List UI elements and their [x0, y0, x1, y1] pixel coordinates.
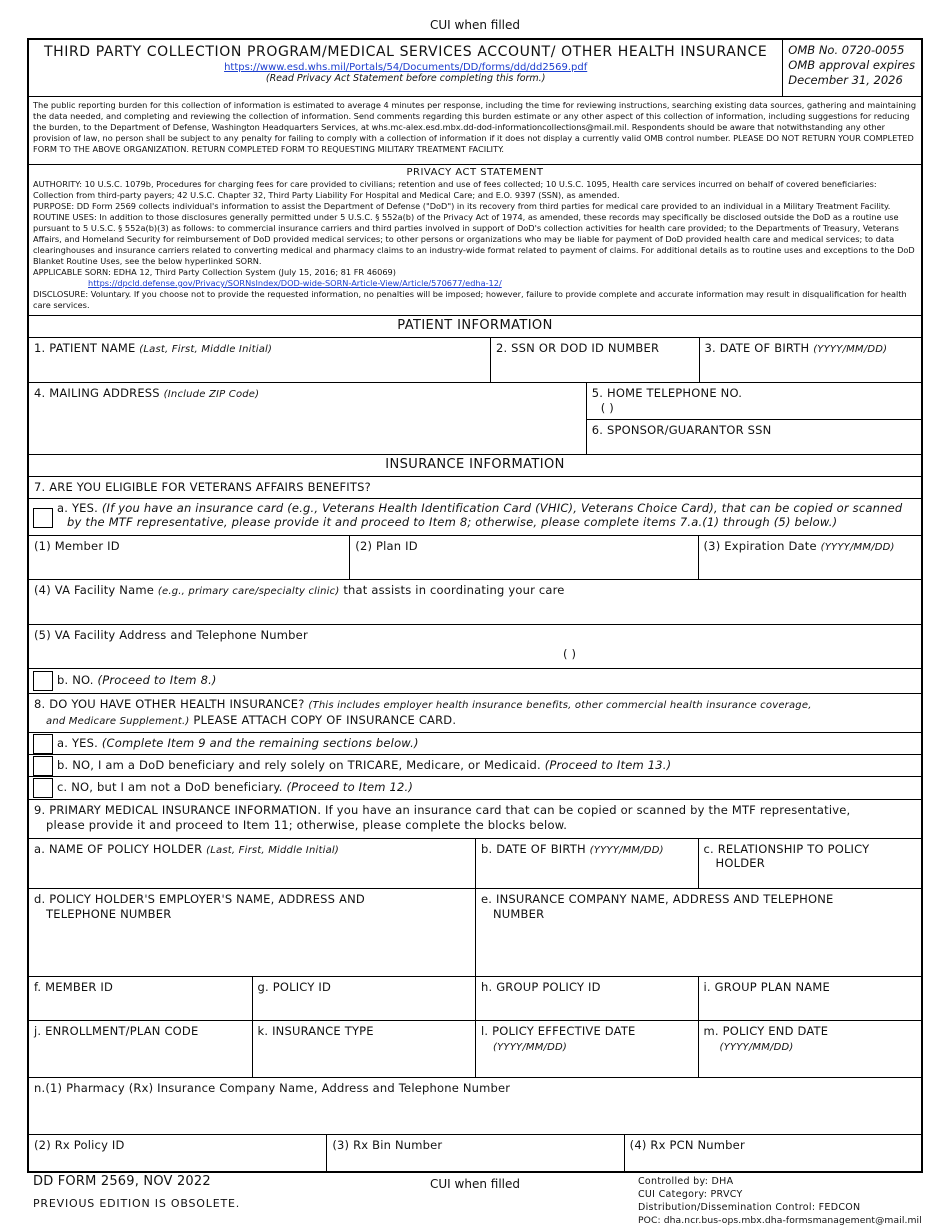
burden-statement: The public reporting burden for this collection of information is estimated to average 4 minutes per response, including the time for reviewing instructions, searching existing data sources, gathering and maintaining the data needed, and completing and reviewing the collection of information. Send comments regarding this burden estimate or any other aspect of this collection of information, including suggestions for reducing the burden, to the Department of Defense, Washington Headquarters Services, at whs.mc-alex.esd.mbx.dd-dod-informationcollections@mail.mil. Respondents should be aware that notwithstanding any other provision of law, no person shall be subject to any penalty for failing to comply with a collection of information if it does not display a currently valid OMB control number. PLEASE DO NOT RETURN YOUR COMPLETED FORM TO THE ABOVE ORGANIZATION. RETURN COMPLETED FORM TO REQUESTING MILITARY TREATMENT FACILITY.	[33, 100, 917, 154]
va-phone-parens: ( )	[563, 647, 577, 661]
q8a-prefix: a. YES.	[57, 736, 99, 750]
q8a-checkbox[interactable]	[33, 734, 53, 754]
policy-effective-date-label: l. POLICY EFFECTIVE DATE	[481, 1024, 636, 1038]
mailing-address-label: 4. MAILING ADDRESS	[34, 386, 160, 400]
privacy-authority: AUTHORITY: 10 U.S.C. 1079b, Procedures for charging fees for care provided to civilians; retention and use of fees collected; 10 U.S.C. 1095, Health care services incurred on behalf of covered beneficiaries: Collection from third-party payers; 42 U.S.C. Chapter 32, Third Party Liability For Hospital and Medical Care; and E.O. 9397 (SSN), as amended.	[33, 179, 877, 200]
policy-holder-dob-field[interactable]	[475, 839, 698, 888]
policy-id-field[interactable]	[252, 977, 476, 1020]
enrollment-row	[29, 1020, 921, 1077]
q7a-row	[29, 498, 921, 535]
home-phone-field[interactable]	[587, 383, 921, 419]
home-phone-parens: ( )	[600, 401, 614, 415]
mailing-address-hint: (Include ZIP Code)	[163, 389, 260, 400]
q7b-text	[53, 669, 217, 687]
employer-label-line2: TELEPHONE NUMBER	[46, 907, 172, 921]
q7a-prefix: a. YES.	[57, 501, 99, 515]
insurance-section-title: INSURANCE INFORMATION	[385, 457, 565, 472]
distribution-control: Distribution/Dissemination Control: FEDCON	[638, 1202, 861, 1213]
q9-line2: please provide it and proceed to Item 11; otherwise, please complete the blocks below.	[46, 818, 568, 832]
patient-section-title: PATIENT INFORMATION	[397, 318, 553, 333]
enrollment-code-label: j. ENROLLMENT/PLAN CODE	[34, 1024, 199, 1038]
policy-holder-row	[29, 838, 921, 888]
q8-question	[29, 694, 921, 732]
poc: POC: dha.ncr.bus-ops.mbx.dha-formsmanagement@mail.mil	[638, 1215, 922, 1226]
q7-question: 7. ARE YOU ELIGIBLE FOR VETERANS AFFAIRS BENEFITS?	[34, 480, 371, 494]
pharmacy-insurance-field[interactable]	[29, 1078, 921, 1134]
privacy-title: PRIVACY ACT STATEMENT	[406, 167, 544, 178]
va-member-id-label: (1) Member ID	[34, 539, 120, 553]
sponsor-ssn-label: 6. SPONSOR/GUARANTOR SSN	[591, 423, 772, 437]
q8b-hint: (Proceed to Item 13.)	[544, 758, 672, 772]
q7-row	[29, 476, 921, 498]
q9-row	[29, 799, 921, 838]
q8a-hint: (Complete Item 9 and the remaining sections below.)	[101, 736, 419, 750]
policy-holder-name-field[interactable]	[29, 839, 475, 888]
form-id: DD FORM 2569, NOV 2022	[33, 1174, 211, 1189]
q7b-row	[29, 668, 921, 693]
employer-field[interactable]	[29, 889, 475, 976]
q7a-checkbox[interactable]	[33, 508, 53, 528]
va-plan-id-field[interactable]	[349, 536, 697, 579]
rx-row	[29, 1134, 921, 1171]
omb-expires-label: OMB approval expires	[788, 58, 916, 72]
va-member-id-field[interactable]	[29, 536, 349, 579]
employer-label-line1: d. POLICY HOLDER'S EMPLOYER'S NAME, ADDRESS AND	[34, 892, 365, 906]
q7b-option	[29, 669, 921, 693]
cui-banner-bottom: CUI when filled	[430, 1177, 520, 1191]
form-header	[29, 40, 921, 96]
rx-pcn-field[interactable]	[624, 1135, 921, 1171]
policy-end-date-label: m. POLICY END DATE	[703, 1024, 829, 1038]
policy-holder-name-label: a. NAME OF POLICY HOLDER	[34, 842, 203, 856]
q9-line1: 9. PRIMARY MEDICAL INSURANCE INFORMATION. If you have an insurance card that can be copied or scanned by the MTF representative,	[34, 803, 851, 817]
q8a-row	[29, 732, 921, 754]
employer-insurer-row	[29, 888, 921, 976]
q8-line1-hint: (This includes employer health insurance benefits, other commercial health insurance coverage,	[308, 700, 812, 711]
va-expiration-hint: (YYYY/MM/DD)	[820, 542, 895, 553]
insurance-type-label: k. INSURANCE TYPE	[257, 1024, 374, 1038]
policy-id-label: g. POLICY ID	[257, 980, 332, 994]
home-phone-label: 5. HOME TELEPHONE NO.	[591, 386, 743, 400]
q8a-option	[29, 733, 921, 754]
q8c-hint: (Proceed to Item 12.)	[286, 780, 414, 794]
insurance-company-field[interactable]	[475, 889, 921, 976]
va-facility-name-tail: that assists in coordinating your care	[343, 583, 565, 597]
patient-name-hint: (Last, First, Middle Initial)	[139, 344, 273, 355]
va-facility-name-hint: (e.g., primary care/specialty clinic)	[157, 586, 340, 597]
insurance-company-label-line2: NUMBER	[493, 907, 545, 921]
ssn-field[interactable]	[490, 338, 699, 382]
sorn-link[interactable]: https://dpcld.defense.gov/Privacy/SORNsIndex/DOD-wide-SORN-Article-View/Article/570677/edha-12/	[88, 278, 502, 288]
privacy-act-statement	[29, 165, 921, 315]
q7a-option	[29, 499, 921, 535]
controlled-by: Controlled by: DHA	[638, 1176, 734, 1187]
policy-holder-dob-label: b. DATE OF BIRTH	[480, 842, 586, 856]
dob-field[interactable]	[699, 338, 922, 382]
q8b-row	[29, 754, 921, 776]
q8c-row	[29, 776, 921, 799]
dob-hint: (YYYY/MM/DD)	[813, 344, 888, 355]
q8b-option	[29, 755, 921, 776]
policy-effective-date-field[interactable]	[475, 1021, 698, 1077]
va-facility-address-row	[29, 624, 921, 668]
group-plan-name-label: i. GROUP PLAN NAME	[703, 980, 830, 994]
q8-line2-tail: PLEASE ATTACH COPY OF INSURANCE CARD.	[193, 713, 457, 727]
pharmacy-insurance-label: n.(1) Pharmacy (Rx) Insurance Company Name, Address and Telephone Number	[34, 1081, 511, 1095]
q8c-text	[53, 777, 413, 794]
phone-sponsor-stack	[586, 383, 921, 454]
va-expiration-field[interactable]	[698, 536, 922, 579]
sponsor-ssn-field[interactable]	[587, 419, 921, 454]
privacy-routine-uses: ROUTINE USES: In addition to those disclosures generally permitted under 5 U.S.C. § 552a(b) of the Privacy Act of 1974, as amended, these records may specifically be disclosed outside the DoD as a routine use pursuant to 5 U.S.C. § 552a(b)(3) as follows: to commercial insurance carriers and third parties involved in support of DoD's collection activities for health care provided; to the Departments of Treasury, Veterans Affairs, and Homeland Security for reimbursement of DoD provided medical services; to other persons or organizations who may be liable for payment of DoD provided health care and medical services; to data clearinghouses and insurance carriers related to converting medical and pharmacy claims to an industry-wide format related to payment of claims. For additional details as to routine uses and exceptions to the DoD Blanket Routine Uses, see the below hyperlinked SORN.	[33, 212, 915, 266]
rx-bin-label: (3) Rx Bin Number	[332, 1138, 443, 1152]
va-facility-address-label: (5) VA Facility Address and Telephone Number	[34, 628, 308, 642]
cui-banner-top: CUI when filled	[430, 18, 520, 32]
enrollment-code-field[interactable]	[29, 1021, 252, 1077]
relationship-label-line1: c. RELATIONSHIP TO POLICY	[703, 842, 870, 856]
va-plan-id-label: (2) Plan ID	[355, 539, 418, 553]
ssn-label: 2. SSN OR DOD ID NUMBER	[495, 341, 660, 355]
va-ids-row	[29, 535, 921, 579]
relationship-field[interactable]	[698, 839, 922, 888]
policy-effective-date-hint: (YYYY/MM/DD)	[493, 1042, 568, 1053]
rx-policy-id-label: (2) Rx Policy ID	[34, 1138, 125, 1152]
va-facility-name-field[interactable]	[29, 580, 921, 624]
member-id-label: f. MEMBER ID	[34, 980, 114, 994]
form-footer	[0, 1172, 950, 1230]
insurance-company-label-line1: e. INSURANCE COMPANY NAME, ADDRESS AND TELEPHONE	[481, 892, 834, 906]
omb-block	[782, 40, 921, 96]
omb-expires-date: December 31, 2026	[788, 73, 903, 87]
form-title: THIRD PARTY COLLECTION PROGRAM/MEDICAL SERVICES ACCOUNT/ OTHER HEALTH INSURANCE	[43, 44, 768, 60]
omb-number: OMB No. 0720-0055	[788, 43, 905, 57]
member-id-field[interactable]	[29, 977, 252, 1020]
group-policy-id-label: h. GROUP POLICY ID	[481, 980, 601, 994]
q8c-checkbox[interactable]	[33, 778, 53, 798]
q9-question	[29, 800, 921, 838]
dob-label: 3. DATE OF BIRTH	[704, 341, 810, 355]
va-facility-name-label: (4) VA Facility Name	[34, 583, 155, 597]
patient-name-field[interactable]	[29, 338, 490, 382]
mailing-address-field[interactable]	[29, 383, 586, 454]
cui-category: CUI Category: PRVCY	[638, 1189, 743, 1200]
ids-row	[29, 976, 921, 1020]
q8b-checkbox[interactable]	[33, 756, 53, 776]
policy-end-date-hint: (YYYY/MM/DD)	[719, 1042, 794, 1053]
q8-line2-hint: and Medicare Supplement.)	[46, 716, 190, 727]
privacy-purpose: PURPOSE: DD Form 2569 collects individual's information to assist the Department of Defense ("DoD") in its recovery from third parties for medical care provided to an individual in a Military Treatment Facility.	[33, 201, 891, 211]
rx-policy-id-field[interactable]	[29, 1135, 326, 1171]
q8-line1: 8. DO YOU HAVE OTHER HEALTH INSURANCE?	[34, 697, 305, 711]
policy-holder-name-hint: (Last, First, Middle Initial)	[206, 845, 339, 856]
pharmacy-row	[29, 1077, 921, 1134]
q7a-line1: (If you have an insurance card (e.g., Veterans Health Identification Card (VHIC), Veterans Choice Card), that can be copied or scanned	[101, 501, 903, 515]
q7a-text	[53, 499, 902, 529]
group-policy-id-field[interactable]	[475, 977, 698, 1020]
group-plan-name-field[interactable]	[698, 977, 922, 1020]
rx-pcn-label: (4) Rx PCN Number	[629, 1138, 745, 1152]
rx-bin-field[interactable]	[326, 1135, 623, 1171]
va-expiration-label: (3) Expiration Date	[703, 539, 817, 553]
burden-statement-row	[29, 96, 921, 164]
patient-section-header	[29, 315, 921, 337]
q8c-label: c. NO, but I am not a DoD beneficiary.	[57, 780, 283, 794]
patient-row-2	[29, 382, 921, 454]
q8-row	[29, 693, 921, 732]
q8b-text	[53, 755, 671, 772]
q7b-prefix: b. NO.	[57, 673, 94, 687]
privacy-note: (Read Privacy Act Statement before completing this form.)	[265, 73, 546, 84]
insurance-section-header	[29, 454, 921, 476]
q7b-checkbox[interactable]	[33, 671, 53, 691]
policy-holder-dob-hint: (YYYY/MM/DD)	[589, 845, 664, 856]
privacy-act-row	[29, 164, 921, 315]
va-facility-address-field[interactable]	[29, 625, 921, 668]
patient-row-1	[29, 337, 921, 382]
insurance-type-field[interactable]	[252, 1021, 476, 1077]
q7a-line2: by the MTF representative, please provide it and proceed to Item 8; otherwise, please complete items 7.a.(1) through (5) below.)	[67, 515, 838, 529]
privacy-sorn: APPLICABLE SORN: EDHA 12, Third Party Collection System (July 15, 2016; 81 FR 46069)	[33, 267, 396, 277]
privacy-disclosure: DISCLOSURE: Voluntary. If you choose not to provide the requested information, no penalties will be imposed; however, failure to provide complete and accurate information may result in disqualification for health care services.	[33, 289, 907, 310]
form-url-link[interactable]: https://www.esd.whs.mil/Portals/54/Documents/DD/forms/dd/dd2569.pdf	[224, 62, 588, 73]
obsolete-notice: PREVIOUS EDITION IS OBSOLETE.	[33, 1197, 241, 1210]
q8c-option	[29, 777, 921, 799]
dd-form-2569	[27, 38, 923, 1173]
patient-name-label: 1. PATIENT NAME	[34, 341, 136, 355]
relationship-label-line2: HOLDER	[715, 856, 765, 870]
q7b-hint: (Proceed to Item 8.)	[97, 673, 217, 687]
policy-end-date-field[interactable]	[698, 1021, 922, 1077]
va-facility-name-row	[29, 579, 921, 624]
control-block	[638, 1175, 922, 1227]
q8a-text	[53, 733, 419, 750]
form-title-block	[29, 40, 782, 96]
q8b-label: b. NO, I am a DoD beneficiary and rely solely on TRICARE, Medicare, or Medicaid.	[57, 758, 541, 772]
